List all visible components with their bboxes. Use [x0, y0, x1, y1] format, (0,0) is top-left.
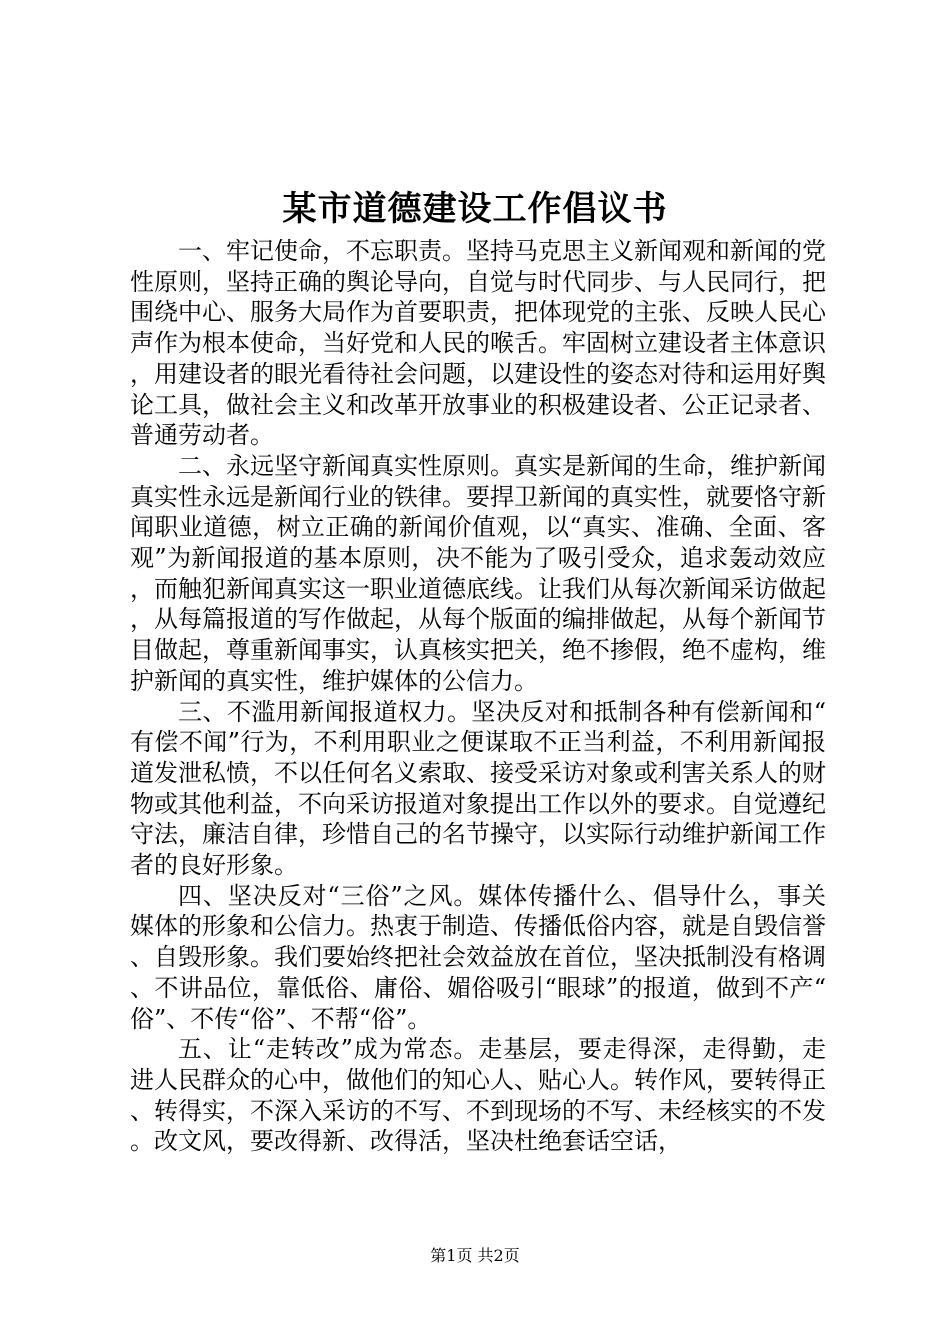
paragraph-4: 四、坚决反对“三俗”之风。媒体传播什么、倡导什么，事关媒体的形象和公信力。热衷于制造、传播低俗内容，就是自毁信誉、自毁形象。我们要始终把社会效益放在首位，坚决抵制没有格调、不讲品位，靠低俗、庸俗、媚俗吸引“眼球”的报道，做到不产“俗”、不传“俗”、不帮“俗”。 [130, 881, 826, 1033]
page-number: 第1页 共2页 [430, 1246, 520, 1265]
paragraph-2: 二、永远坚守新闻真实性原则。真实是新闻的生命，维护新闻真实性永远是新闻行业的铁律。要捍卫新闻的真实性，就要恪守新闻职业道德，树立正确的新闻价值观，以“真实、准确、全面、客观”为新闻报道的基本原则，决不能为了吸引受众，追求轰动效应，而触犯新闻真实这一职业道德底线。让我们从每次新闻采访做起，从每篇报道的写作做起，从每个版面的编排做起，从每个新闻节目做起，尊重新闻事实，认真核实把关，绝不掺假，绝不虚构，维护新闻的真实性，维护媒体的公信力。 [130, 451, 826, 695]
paragraph-5: 五、让“走转改”成为常态。走基层，要走得深，走得勤，走进人民群众的心中，做他们的知心人、贴心人。转作风，要转得正、转得实，不深入采访的不写、不到现场的不写、未经核实的不发。改文风，要改得新、改得活，坚决杜绝套话空话， [130, 1035, 826, 1156]
document-body [130, 236, 826, 1157]
paragraph-1: 一、牢记使命，不忘职责。坚持马克思主义新闻观和新闻的党性原则，坚持正确的舆论导向，自觉与时代同步、与人民同行，把围绕中心、服务大局作为首要职责，把体现党的主张、反映人民心声作为根本使命，当好党和人民的喉舌。牢固树立建设者主体意识，用建设者的眼光看待社会问题，以建设性的姿态对待和运用好舆论工具，做社会主义和改革开放事业的积极建设者、公正记录者、普通劳动者。 [130, 237, 826, 450]
paragraph-3: 三、不滥用新闻报道权力。坚决反对和抵制各种有偿新闻和“有偿不闻”行为，不利用职业之便谋取不正当利益，不利用新闻报道发泄私愤，不以任何名义索取、接受采访对象或利害关系人的财物或其他利益，不向采访报道对象提出工作以外的要求。自觉遵纪守法，廉洁自律，珍惜自己的名节操守，以实际行动维护新闻工作者的良好形象。 [130, 697, 826, 880]
document-title: 某市道德建设工作倡议书 [282, 189, 668, 229]
